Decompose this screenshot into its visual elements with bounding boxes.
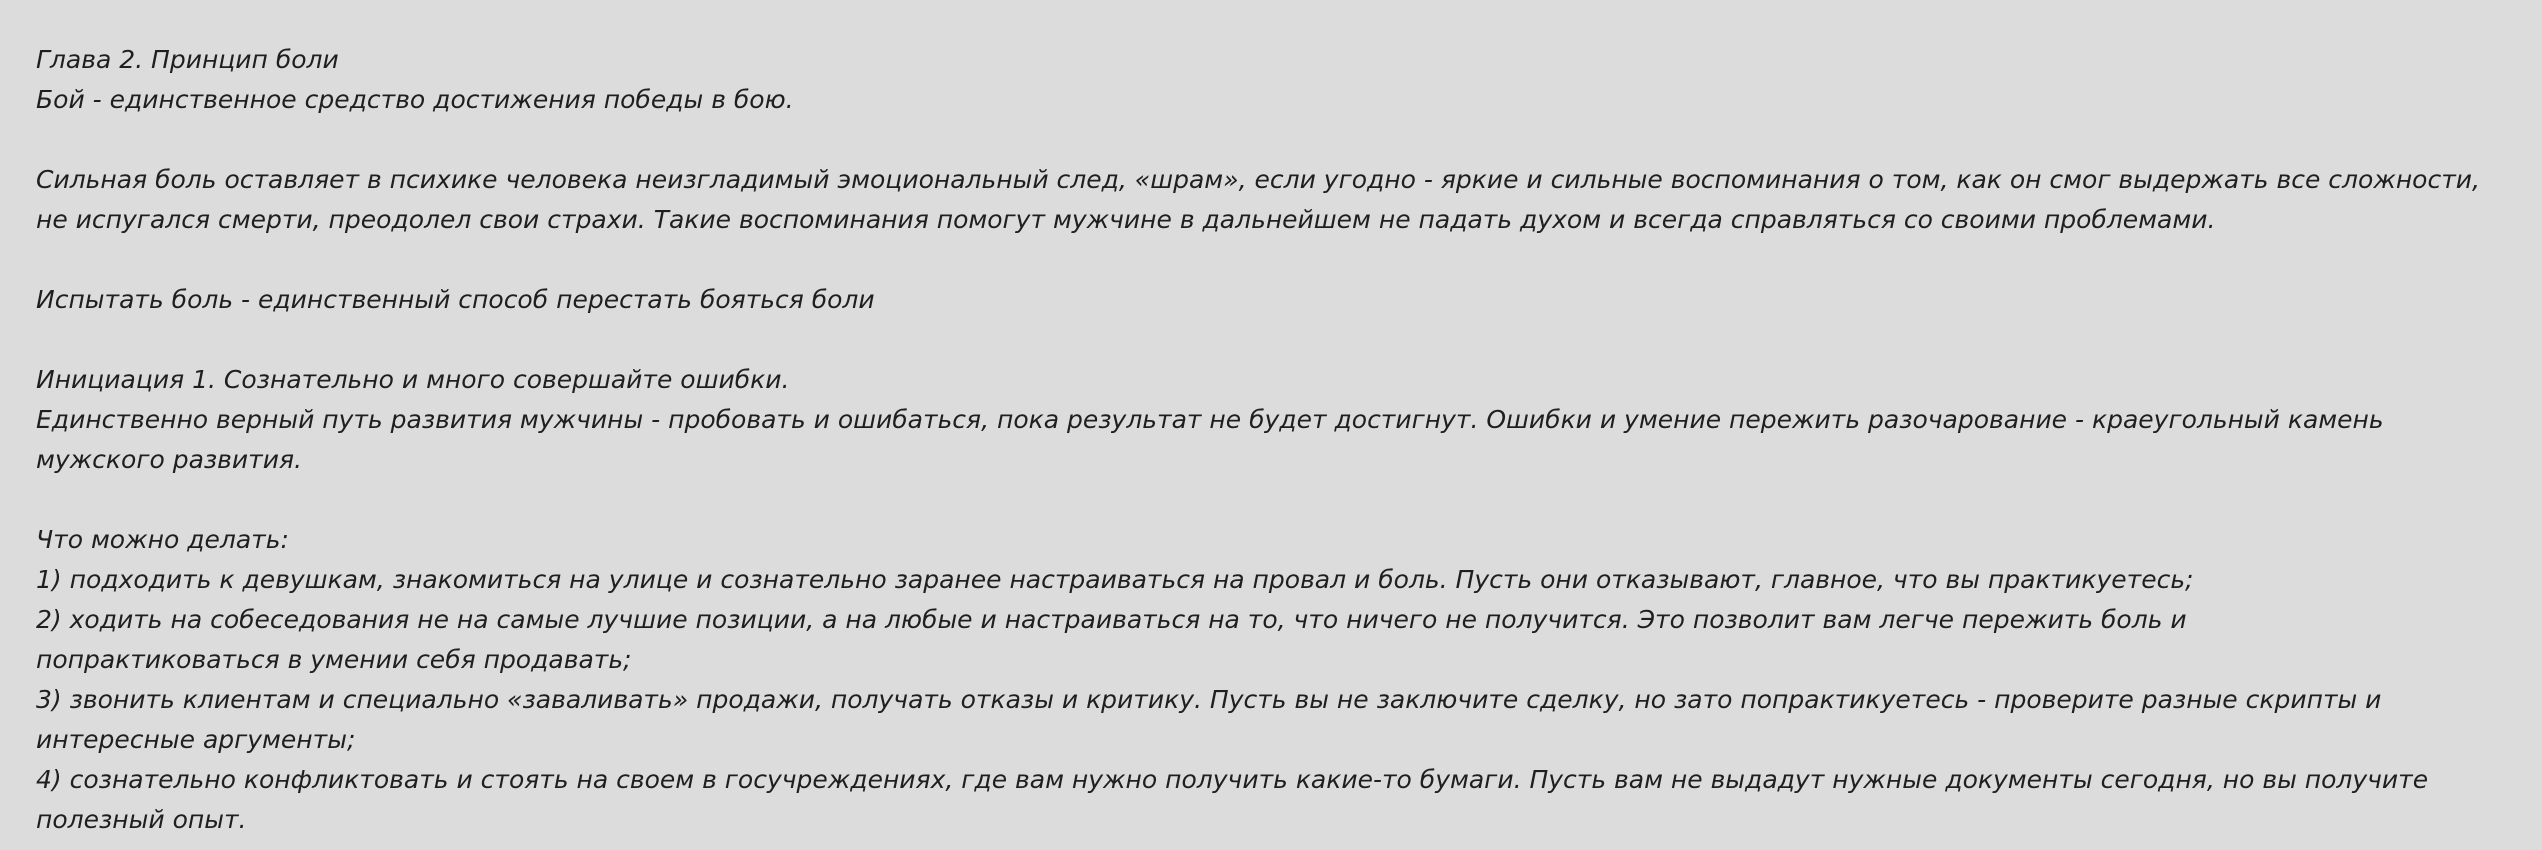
thesis: Испытать боль - единственный способ перестать бояться боли [36, 285, 875, 314]
list-item-3-line1: 3) звонить клиентам и специально «заваливать» продажи, получать отказы и критику. Пусть вы не заключите сделку, но зато попрактикуетесь - проверите разные скрипты и [36, 685, 2382, 714]
paragraph1-line1: Сильная боль оставляет в психике человека неизгладимый эмоциональный след, «шрам», если угодно - яркие и сильные воспоминания о том, как он смог выдержать все сложности, [36, 165, 2480, 194]
initiation-line2: мужского развития. [36, 445, 302, 474]
list-item-2-line1: 2) ходить на собеседования не на самые лучшие позиции, а на любые и настраиваться на то, что ничего не получится. Это позволит вам легче пережить боль и [36, 605, 2187, 634]
list-item-4-line1: 4) сознательно конфликтовать и стоять на своем в госучреждениях, где вам нужно получить какие-то бумаги. Пусть вам не выдадут нужные документы сегодня, но вы получите [36, 765, 2429, 794]
list-item-4-line2: полезный опыт. [36, 805, 247, 834]
list-item-2-line2: попрактиковаться в умении себя продавать; [36, 645, 632, 674]
paragraph-gap [36, 480, 2522, 520]
paragraph-gap [36, 120, 2522, 160]
paragraph1-line2: не испугался смерти, преодолел свои страхи. Такие воспоминания помогут мужчине в дальнейшем не падать духом и всегда справляться со своими проблемами. [36, 205, 2216, 234]
list-item-1: 1) подходить к девушкам, знакомиться на улице и сознательно заранее настраиваться на провал и боль. Пусть они отказывают, главное, что вы практикуетесь; [36, 565, 2194, 594]
initiation-title: Инициация 1. Сознательно и много совершайте ошибки. [36, 365, 790, 394]
chapter-subtitle: Бой - единственное средство достижения победы в бою. [36, 85, 794, 114]
paragraph-gap [36, 240, 2522, 280]
paragraph-gap [36, 320, 2522, 360]
what-to-do-heading: Что можно делать: [36, 525, 289, 554]
chapter-title: Глава 2. Принцип боли [36, 45, 339, 74]
initiation-line1: Единственно верный путь развития мужчины - пробовать и ошибаться, пока результат не будет достигнут. Ошибки и умение пережить разочарование - краеугольный камень [36, 405, 2384, 434]
list-item-3-line2: интересные аргументы; [36, 725, 356, 754]
